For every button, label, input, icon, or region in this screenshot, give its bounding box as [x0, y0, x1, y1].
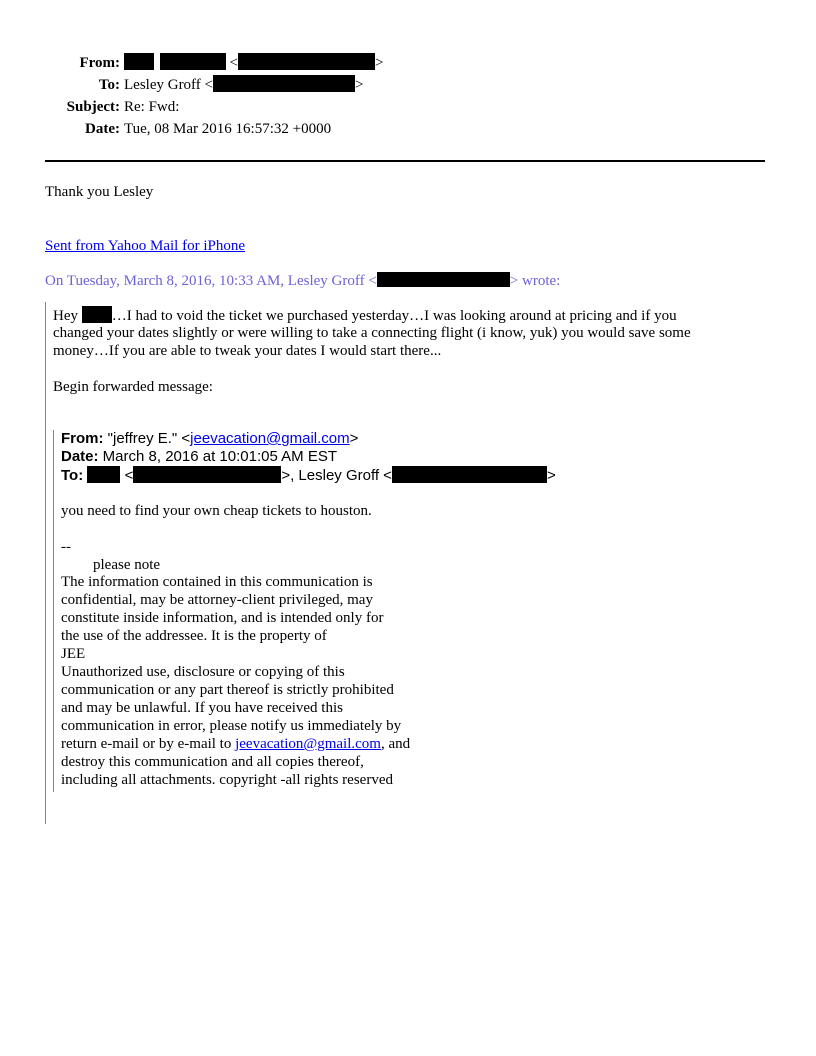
fwd-date-label: Date: — [61, 448, 99, 465]
redacted-block — [133, 466, 281, 483]
disclaimer-line: communication or any part thereof is strictly prohibited — [61, 682, 394, 698]
disclaimer-line: the use of the addressee. It is the property of — [61, 628, 327, 644]
subject-label: Subject: — [66, 99, 120, 115]
from-gt: > — [374, 55, 384, 71]
quote-line-2: changed your dates slightly or were willing to take a connecting flight (i know, yuk) you would save some — [53, 325, 691, 341]
redacted-block — [87, 466, 120, 483]
signature-link[interactable]: Sent from Yahoo Mail for iPhone — [45, 238, 245, 254]
disclaimer-line: destroy this communication and all copies thereof, — [61, 754, 364, 770]
quote-intro-text: On Tuesday, March 8, 2016, 10:33 AM, Lesley Groff < — [45, 273, 377, 289]
fwd-to-mid: >, Lesley Groff < — [281, 467, 392, 484]
fwd-to-row — [61, 466, 556, 485]
disclaimer — [61, 573, 410, 789]
quote-intro — [45, 272, 560, 290]
fwd-to-label: To: — [61, 467, 84, 484]
to-gt: > — [355, 77, 364, 93]
quote-line-1-text: …I had to void the ticket we purchased yesterday…I was looking around at pricing and if you — [111, 308, 677, 324]
fwd-from-row — [61, 430, 358, 448]
fwd-from-email-link[interactable]: jeevacation@gmail.com — [190, 430, 350, 447]
forwarded-quote-bar — [53, 430, 54, 792]
date-label: Date: — [85, 121, 120, 137]
disclaimer-return-line — [61, 735, 410, 753]
fwd-from-gt: > — [349, 430, 359, 447]
disclaimer-line: confidential, may be attorney-client privileged, may — [61, 592, 373, 608]
from-lt: < — [229, 55, 238, 71]
signature-dash: -- — [61, 539, 71, 555]
redacted-block — [377, 272, 510, 287]
fwd-message: you need to find your own cheap tickets to houston. — [61, 503, 372, 519]
disclaimer-line: Unauthorized use, disclosure or copying of this — [61, 664, 345, 680]
to-name: Lesley Groff < — [124, 77, 213, 93]
disclaimer-line: including all attachments. copyright -all rights reserved — [61, 772, 393, 788]
disclaimer-line: The information contained in this communication is — [61, 574, 373, 590]
to-label: To: — [98, 77, 120, 93]
quote-line-3: money…If you are able to tweak your dates I would start there... — [53, 343, 442, 359]
email-header — [0, 52, 816, 140]
disclaimer-email-link[interactable]: jeevacation@gmail.com — [235, 736, 381, 752]
return-tail: , and — [380, 736, 411, 752]
redacted-block — [124, 53, 154, 70]
redacted-block — [160, 53, 226, 70]
from-row — [0, 52, 816, 74]
from-value — [124, 52, 383, 74]
redacted-block — [238, 53, 375, 70]
please-note: please note — [93, 557, 161, 573]
disclaimer-line: JEE — [61, 646, 86, 662]
fwd-date-value: March 8, 2016 at 10:01:05 AM EST — [98, 448, 337, 465]
subject-value: Re: Fwd: — [124, 99, 180, 115]
fwd-from-name: "jeffrey E." < — [103, 430, 191, 447]
subject-row — [0, 96, 816, 118]
quote-intro-wrote: > wrote: — [509, 273, 561, 289]
from-label: From: — [79, 55, 120, 71]
disclaimer-line: and may be unlawful. If you have received this — [61, 700, 343, 716]
redacted-block — [82, 306, 112, 323]
disclaimer-line: constitute inside information, and is intended only for — [61, 610, 384, 626]
fwd-date-row — [61, 448, 337, 466]
disclaimer-line: communication in error, please notify us immediately by — [61, 718, 402, 734]
quote-hey: Hey — [53, 308, 82, 324]
header-divider — [45, 160, 765, 162]
greeting: Thank you Lesley — [45, 184, 154, 200]
to-row — [0, 74, 816, 96]
fwd-to-lt: < — [124, 467, 134, 484]
redacted-block — [392, 466, 547, 483]
fwd-to-gt: > — [546, 467, 556, 484]
return-text: return e-mail or by e-mail to — [61, 736, 236, 752]
quote-line-1 — [53, 306, 677, 325]
forwarded-heading: Begin forwarded message: — [53, 379, 213, 395]
quote-bar — [45, 302, 46, 824]
to-value — [124, 74, 363, 96]
fwd-from-label: From: — [61, 430, 104, 447]
redacted-block — [213, 75, 355, 92]
date-value: Tue, 08 Mar 2016 16:57:32 +0000 — [124, 121, 332, 137]
date-row — [0, 118, 816, 140]
